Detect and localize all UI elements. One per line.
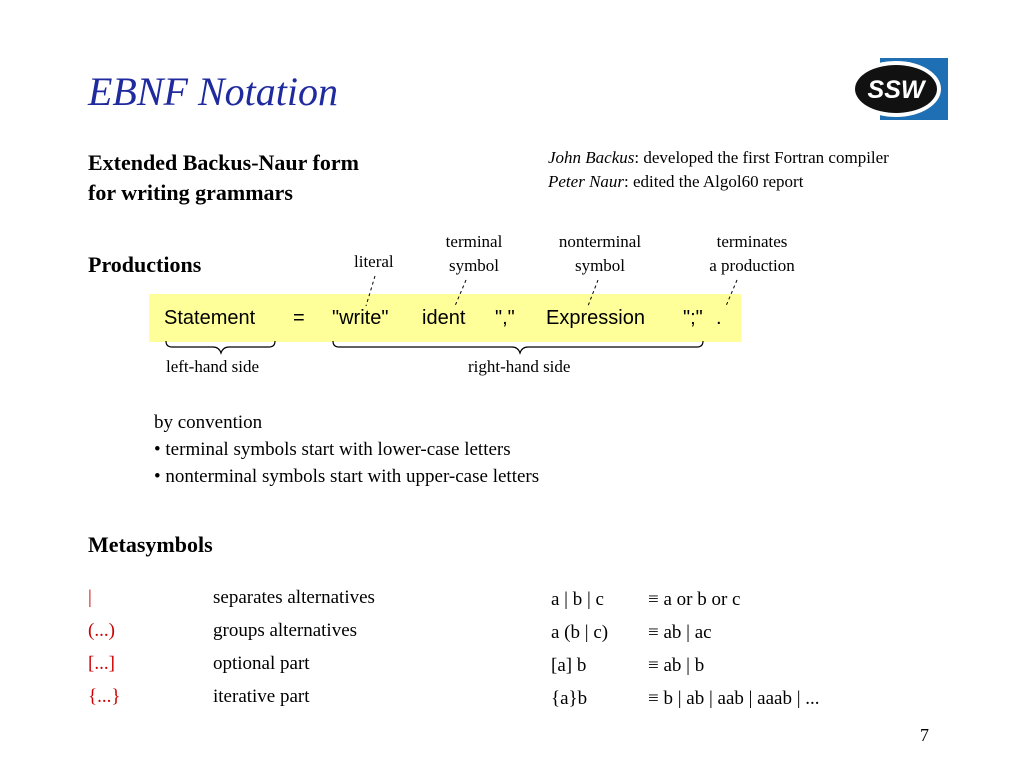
terminal-pointer-line [455,280,466,306]
lhs-brace [166,341,275,353]
convention-bullet: • nonterminal symbols start with upper-case letters [154,466,540,487]
terminates-pointer-line [726,280,737,306]
metasymbol-description: optional part [213,653,310,674]
token-write-literal: "write" [332,307,389,329]
lhs-label: left-hand side [166,357,259,376]
metasymbol-equivalent: ≡ b | ab | aab | aaab | ... [648,688,820,709]
token-expression: Expression [546,307,645,329]
person-name: Peter Naur [548,172,625,191]
token-semicolon-literal: ";" [683,307,703,329]
annotation-line: symbol [448,256,500,275]
subtitle-line-1: Extended Backus-Naur form [88,150,359,175]
metasymbol-description: separates alternatives [213,587,375,608]
person-desc: : edited the Algol60 report [624,172,804,191]
rhs-label: right-hand side [468,357,571,376]
slide-title: EBNF Notation [88,69,338,114]
metasymbol-example: {a}b [551,688,588,709]
subtitle-line-2: for writing grammars [88,180,293,205]
metasymbol-equivalent: ≡ ab | b [648,655,705,676]
productions-heading: Productions [88,252,202,277]
metasymbols-heading: Metasymbols [88,532,213,557]
token-lhs: Statement [164,307,256,329]
token-ident: ident [422,307,466,329]
metasymbol-symbol: [...] [88,653,115,674]
person-name: John Backus [548,148,635,167]
metasymbol-symbol: (...) [88,620,115,641]
metasymbol-symbol: {...} [88,686,121,707]
token-equals: = [293,307,305,329]
annotation-line: terminal [445,232,503,251]
annotation-literal: literal [354,252,394,271]
page-number: 7 [920,725,929,745]
metasymbol-symbol: | [88,587,92,608]
token-period: . [716,307,722,329]
metasymbol-example: [a] b [551,655,587,676]
annotation-line: a production [709,256,795,275]
annotation-line: terminates [716,232,788,251]
metasymbol-example: a (b | c) [551,622,609,643]
metasymbol-description: iterative part [213,686,310,707]
person-desc: : developed the first Fortran compiler [634,148,889,167]
metasymbol-equivalent: ≡ ab | ac [648,622,712,643]
metasymbol-example: a | b | c [551,589,604,610]
rhs-brace [333,341,703,353]
metasymbol-description: groups alternatives [213,620,358,641]
logo-text: SSW [867,76,925,104]
annotation-line: symbol [574,256,626,275]
nonterminal-pointer-line [588,280,598,306]
annotation-line: nonterminal [558,232,642,251]
convention-intro: by convention [154,412,263,433]
metasymbol-equivalent: ≡ a or b or c [648,589,741,610]
token-comma-literal: "," [495,307,515,329]
convention-bullet: • terminal symbols start with lower-case letters [154,439,511,460]
literal-pointer-line [366,276,375,306]
